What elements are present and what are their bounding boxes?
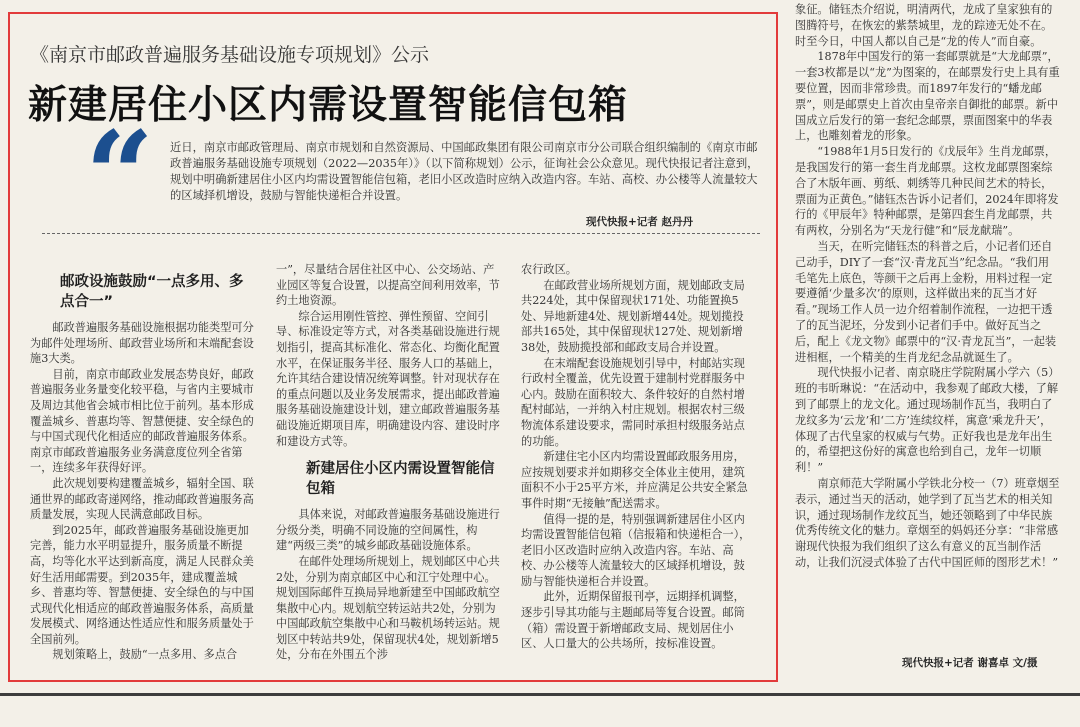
paragraph: 新建住宅小区内均需设置邮政服务用房，应按规划要求并如期移交全体业主使用，建筑面积不小于25平方米，并应满足公共安全紧急事件时期“无接触”配送需求。 <box>521 450 748 510</box>
right-article-byline: 现代快报+记者 谢喜卓 文/摄 <box>902 657 1038 669</box>
article-byline: 现代快报+记者 赵丹丹 <box>586 216 693 228</box>
paragraph: 1878年中国发行的第一套邮票就是“大龙邮票”，一套3枚都是以“龙”为图案的，在邮票发行史上具有重要位置，因而非常珍贵。而1897年发行的“蟠龙邮票”，则是邮票史上首次由皇帝亲自御批的邮票。新中国成立后发行的第一套纪念邮票，票面图案中的华表上，也雕刻着龙的形象。 <box>795 50 1060 143</box>
paragraph: 规划策略上，鼓励“一点多用、多点合 <box>52 648 238 662</box>
paragraph: 目前，南京市邮政业发展态势良好，邮政普遍服务业务量变化较平稳，与省内主要城市及周边其他省会城市相比位于前列。基本形成覆盖城乡、普惠均等、智慧便捷、安全绿色的与中国式现代化相适应的邮政普遍服务体系。南京市邮政普遍服务业务满意度位列全省第一，连续多年获得好评。 <box>30 367 254 475</box>
article-column-1 <box>30 262 258 672</box>
right-article-column <box>795 2 1060 652</box>
paragraph: 象征。储钰杰介绍说，明清两代，龙成了皇家独有的图腾符号，在恢宏的紫禁城里，龙的踪迹无处不在。时至今日，中国人都以自己是“龙的传人”而自豪。 <box>795 3 1053 48</box>
quote-mark-icon: “ <box>85 105 155 246</box>
paragraph: 南京师范大学附属小学铁北分校一（7）班章烟至表示，通过当天的活动，她学到了瓦当艺术的相关知识，通过现场制作龙纹瓦当，她还领略到了中华民族优秀传统文化的魅力。章烟至的妈妈还分享：“非常感谢现代快报为我们组织了这么有意义的瓦当制作活动，让我们沉浸式体验了古代中国匠师的图形艺术！” <box>795 476 1060 569</box>
paragraph: 农行政区。 <box>521 263 577 276</box>
paragraph: 此次规划要构建覆盖城乡，辐射全国、联通世界的邮政寄递网络，推动邮政普遍服务高质量发展，实现人民满意邮政目标。 <box>30 476 254 522</box>
article-column-3 <box>521 262 753 672</box>
paragraph: 综合运用刚性管控、弹性预留、空间引导、标准设定等方式，对各类基础设施进行规划指引，提高其标准化、常态化、均衡化配置水平，在保证服务半径、服务人口的基础上，允许其结合建设情况统筹调整。针对现状存在的重点问题以及业务发展需求，提出邮政普遍服务基础设施建设计划，建立邮政普遍服务基础设施近期项目库，明确建设内容、建设时序和建设方式等。 <box>276 309 500 448</box>
paragraph: 具体来说，对邮政普遍服务基础设施进行分级分类，明确不同设施的空间属性，构建“两级三类”的城乡邮政基础设施体系。 <box>276 508 500 553</box>
paragraph: 一”，尽量结合居住社区中心、公交场站、产业园区等复合设置，以提高空间利用效率，节约土地资源。 <box>276 263 500 308</box>
paragraph: 值得一提的是，特别强调新建居住小区内均需设置智能信包箱（信报箱和快递柜合一），老旧小区改造时应纳入改造内容。车站、高校、办公楼等人流量较大的区域择机增设，鼓励与智能快递柜合并设置。 <box>521 512 751 588</box>
paragraph: 到2025年，邮政普遍服务基础设施更加完善，能力水平明显提升，服务质量不断提高，均等化水平达到新高度，满足人民群众美好生活用邮需要。到2035年，建成覆盖城乡、普惠均等、智慧便捷、安全绿色的与中国式现代化相适应的邮政普遍服务体系，高质量发展模式、网络通达性适应性和服务质量处于全国前列。 <box>30 523 254 646</box>
lead-divider <box>42 233 760 234</box>
article-column-2 <box>276 262 504 672</box>
article-lead: 近日，南京市邮政管理局、南京市规划和自然资源局、中国邮政集团有限公司南京市分公司联合组织编制的《南京市邮政普遍服务基础设施专项规划（2022—2035年）》（以下简称规划）公示，征询社会公众意见。现代快报记者注意到，规划中明确新建居住小区内均需设置智能信包箱，老旧小区改造时应纳入改造内容。车站、高校、办公楼等人流量较大的区域择机增设，鼓励与智能快递柜合并设置。 <box>170 141 759 202</box>
paragraph: 在末端配套设施规划引导中，村邮站实现行政村全覆盖，优先设置于建制村党群服务中心内。鼓励在面积较大、条件较好的自然村增配村邮站，一并纳入村庄规划。根据农村三级物流体系建设要求，需同时承担村级服务站点的功能。 <box>521 356 745 448</box>
section-heading: 邮政设施鼓励“一点多用、多点合一” <box>60 274 244 310</box>
paragraph: 在邮件处理场所规划上，规划邮区中心共2处，分别为南京邮区中心和江宁处理中心。规划国际邮件互换局异地新建至中国邮政航空集散中心内。规划航空转运站共2处，分别为中国邮政航空集散中心和马鞍机场转运站。规划区中转站共9处，保留现状4处，规划新增5处，分布在外围五个涉 <box>276 554 500 662</box>
section-heading: 新建居住小区内需设置智能信包箱 <box>306 461 495 498</box>
page-bottom-rule <box>0 693 1080 696</box>
paragraph: 当天，在听完储钰杰的科普之后，小记者们还自己动手，DIY了一套“汉·青龙瓦当”纪念品。“我们用毛笔先上底色，等颜干之后再上金粉，用料过程一定要遵循‘少量多次’的原则，这样做出来的瓦当才好看。”现场工作人员一边介绍着制作流程，一边把干透了的瓦当泥坯，分发到小记者们手中。做好瓦当之后，配上《龙文物》邮票中的“汉·青龙瓦当”，一起装进相框，一个精美的生肖龙纪念品就诞生了。 <box>795 239 1057 364</box>
paragraph: 在邮政营业场所规划方面，规划邮政支局共224处，其中保留现状171处、功能置换5处、异地新建4处、规划新增44处。规划揽投部共165处，其中保留现状127处、规划新增38处，鼓励揽投部和邮政支局合并设置。 <box>521 278 745 354</box>
paragraph: 此外，近期保留报刊亭，远期择机调整，逐步引导其功能与主题邮局等复合设置。邮筒（箱）需设置于新增邮政支局、规划居住小区、人口量大的公共场所，按标准设置。 <box>521 590 745 651</box>
paragraph: 现代快报小记者、南京晓庄学院附属小学六（5）班的韦昕琳说：“在活动中，我参观了邮政大楼，了解到了邮票上的龙文化。通过现场制作瓦当，我明白了龙纹多为‘云龙’和‘二方’连续纹样，寓意‘乘龙升天’，体现了古代皇家的权威与气势。正好我也是龙年出生的，希望把这份好的寓意也给到自己，龙年一切顺利！” <box>795 366 1060 475</box>
article-headline: 新建居住小区内需设置智能信包箱 <box>28 83 629 128</box>
paragraph: “1988年1月5日发行的《戊辰年》生肖龙邮票，是我国发行的第一套生肖龙邮票。这枚龙邮票图案综合了木版年画、剪纸、刺绣等几种民间艺术的特长，票面为正黄色。”储钰杰告诉小记者们，2024年即将发行的《甲辰年》特种邮票，是第四套生肖龙邮票，共有两枚，分别名为“天龙行健”和“辰龙献瑞”。 <box>795 145 1059 238</box>
paragraph: 邮政普遍服务基础设施根据功能类型可分为邮件处理场所、邮政营业场所和末端配套设施3大类。 <box>30 321 254 366</box>
article-subtitle: 《南京市邮政普遍服务基础设施专项规划》公示 <box>30 44 430 66</box>
